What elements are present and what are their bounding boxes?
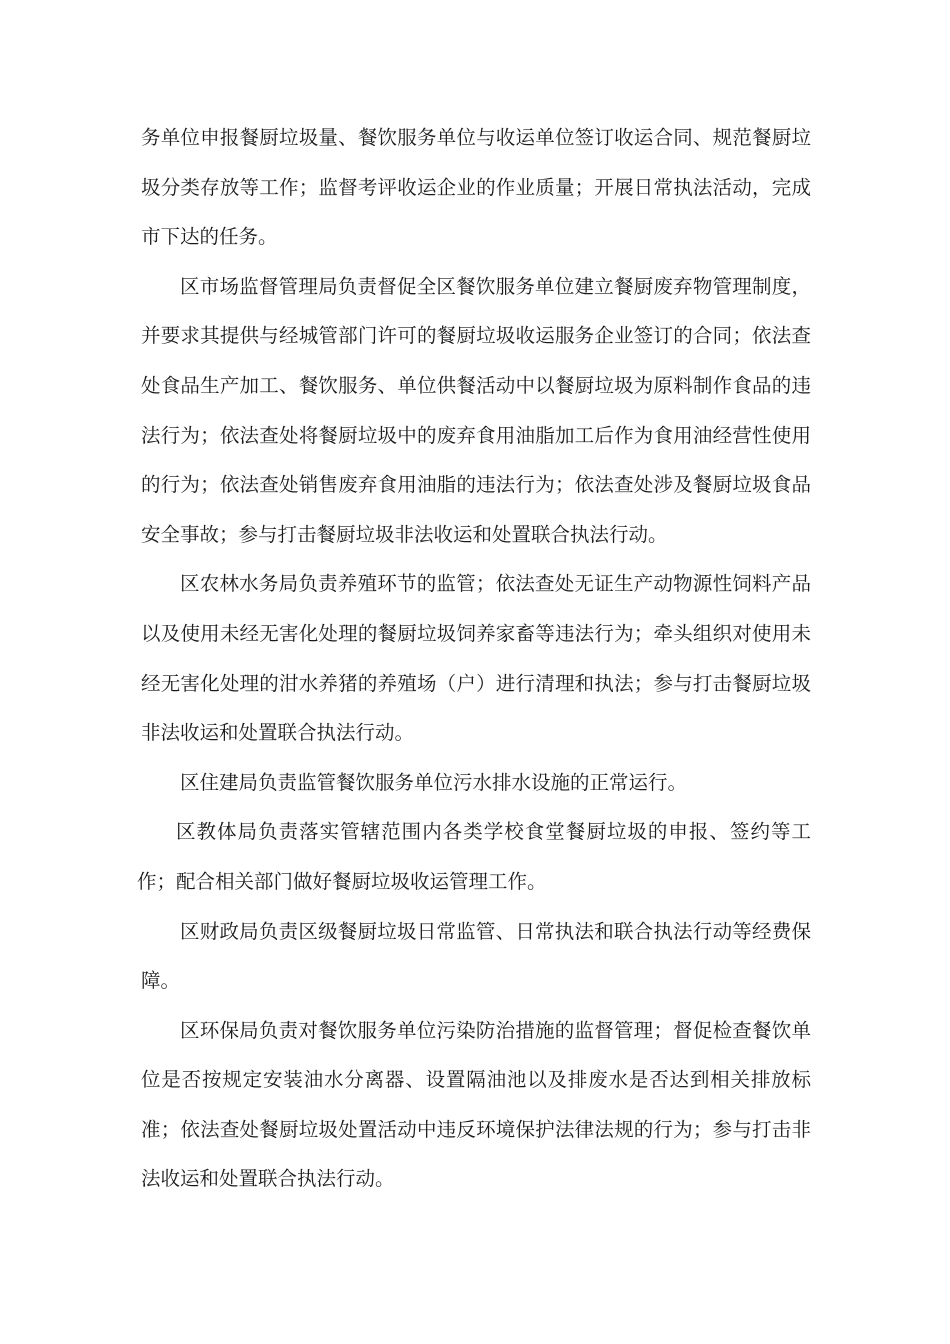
paragraph-environmental-protection: 区环保局负责对餐饮服务单位污染防治措施的监督管理；督促检查餐饮单位是否按规定安装油水分离器、设置隔油池以及排废水是否达到相关排放标准；依法查处餐厨垃圾处置活动中违反环境保护法律法规的行为；参与打击非法收运和处置联合执法行动。 [141, 1018, 811, 1191]
paragraph-agriculture-water: 区农林水务局负责养殖环节的监管；依法查处无证生产动物源性饲料产品以及使用未经无害化处理的餐厨垃圾饲养家畜等违法行为；牵头组织对使用未经无害化处理的泔水养猪的养殖场（户）进行清理和执法；参与打击餐厨垃圾非法收运和处置联合执法行动。 [141, 572, 811, 745]
paragraph-finance: 区财政局负责区级餐厨垃圾日常监管、日常执法和联合执法行动等经费保障。 [141, 919, 811, 993]
paragraph-continuation: 务单位申报餐厨垃圾量、餐饮服务单位与收运单位签订收运合同、规范餐厨垃圾分类存放等工作；监督考评收运企业的作业质量；开展日常执法活动，完成市下达的任务。 [141, 126, 811, 249]
paragraph-market-supervision: 区市场监督管理局负责督促全区餐饮服务单位建立餐厨废弃物管理制度，并要求其提供与经城管部门许可的餐厨垃圾收运服务企业签订的合同；依法查处食品生产加工、餐饮服务、单位供餐活动中以餐厨垃圾为原料制作食品的违法行为；依法查处将餐厨垃圾中的废弃食用油脂加工后作为食用油经营性使用的行为；依法查处销售废弃食用油脂的违法行为；依法查处涉及餐厨垃圾食品安全事故；参与打击餐厨垃圾非法收运和处置联合执法行动。 [141, 274, 811, 546]
document-body [137, 113, 811, 1204]
paragraph-education-sports: 区教体局负责落实管辖范围内各类学校食堂餐厨垃圾的申报、签约等工作；配合相关部门做好餐厨垃圾收运管理工作。 [137, 820, 811, 893]
paragraph-housing-construction: 区住建局负责监管餐饮服务单位污水排水设施的正常运行。 [180, 770, 688, 794]
